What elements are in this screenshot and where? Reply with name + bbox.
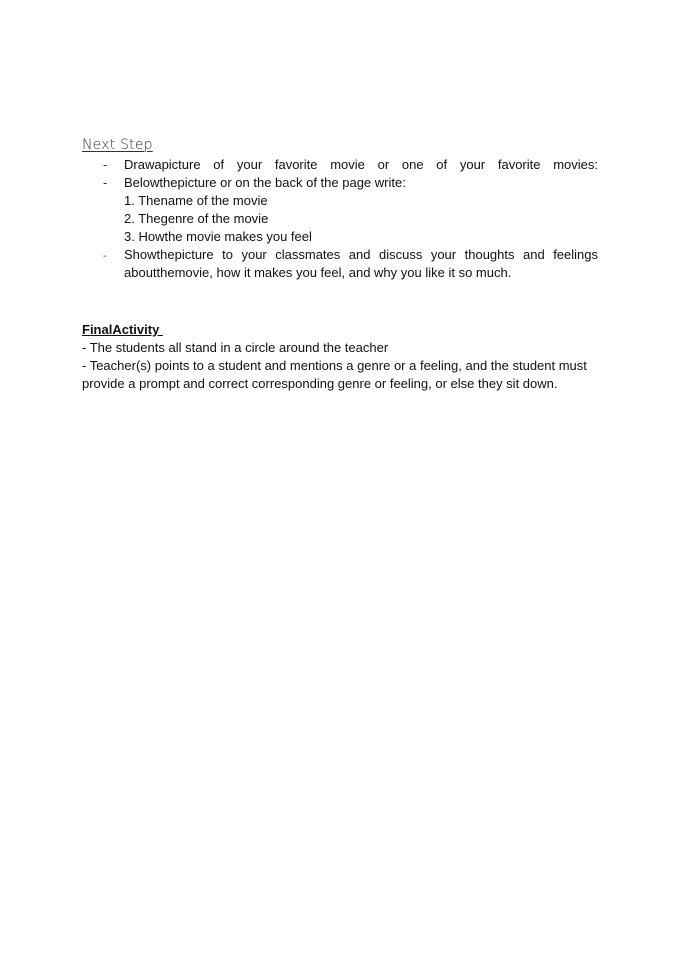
- final-activity-line-circle: - The students all stand in a circle around the teacher: [82, 340, 389, 355]
- bullet-dash: -: [103, 157, 108, 172]
- final-activity-heading: FinalActivity: [82, 322, 163, 337]
- next-step-item-show-line1: Showthepicture to your classmates and discuss your thoughts and feelings: [124, 247, 598, 262]
- bullet-dash: -: [103, 251, 107, 262]
- final-activity-line-teacher: - Teacher(s) points to a student and mentions a genre or a feeling, and the student must provide a prompt and correct corresponding genre or feeling, or else they sit down.: [82, 358, 587, 391]
- bullet-dash: -: [103, 175, 108, 190]
- sub-item-movie-genre: 2. Thegenre of the movie: [124, 211, 269, 226]
- next-step-item-show-line2: aboutthemovie, how it makes you feel, and why you like it so much.: [124, 265, 512, 280]
- next-step-item-draw: Drawapicture of your favorite movie or one of your favorite movies:: [124, 157, 598, 172]
- sub-item-movie-name: 1. Thename of the movie: [124, 193, 268, 208]
- next-step-item-write: Belowthepicture or on the back of the page write:: [124, 175, 406, 190]
- next-step-heading: Next Step: [82, 137, 153, 153]
- sub-item-movie-feel: 3. Howthe movie makes you feel: [124, 229, 312, 244]
